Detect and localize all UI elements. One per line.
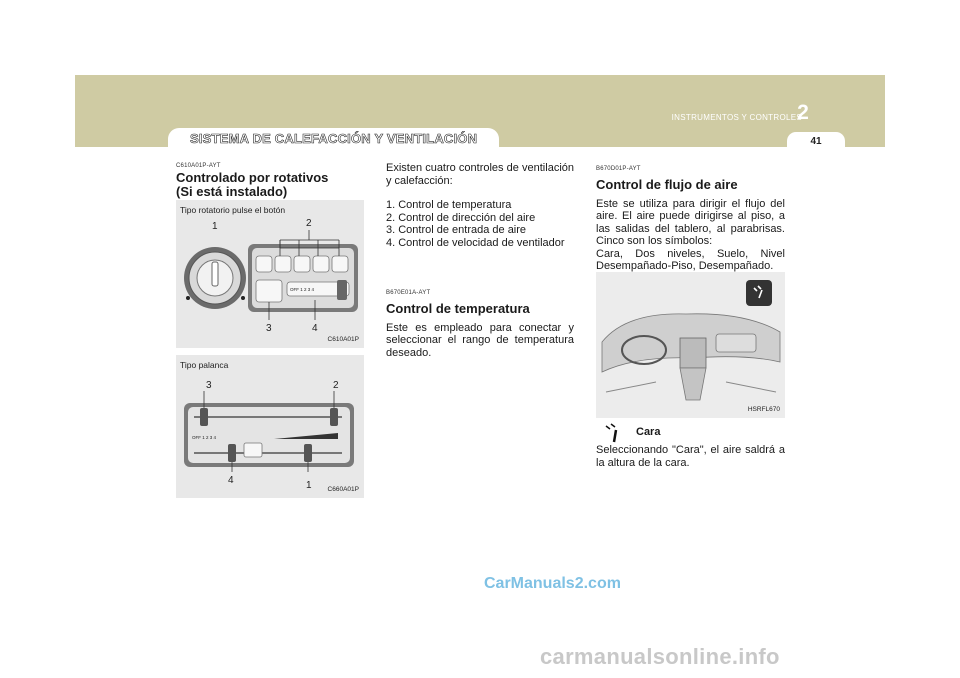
column-1: [176, 163, 366, 199]
heading-rotary-line2: (Si está instalado): [176, 184, 288, 199]
list-item: 1. Control de temperatura: [386, 199, 512, 211]
callout-2: 2: [333, 380, 339, 391]
rotary-panel-illustration: [176, 200, 364, 348]
heading-rotary-line1: Controlado por rotativos: [176, 170, 329, 185]
temperature-paragraph: Este es empleado para conectar y seleccionar el rango de temperatura deseado.: [386, 321, 574, 359]
chapter-number: 2: [797, 101, 809, 124]
section-tab: [168, 128, 499, 148]
page-tab: [787, 132, 845, 148]
fan-speed-scale: OFF 1 2 3 4: [290, 287, 315, 292]
column-3: [596, 163, 785, 273]
lever-panel-illustration: [176, 355, 364, 498]
callout-4: 4: [228, 475, 234, 486]
list-item: 2. Control de dirección del aire: [386, 211, 536, 224]
figure-rotary-controls: [176, 200, 364, 348]
callout-2: 2: [306, 218, 312, 229]
list-item: 4. Control de velocidad de ventilador: [386, 236, 565, 249]
figure-lever-controls: [176, 355, 364, 498]
figure-caption: Tipo palanca: [180, 360, 229, 370]
chapter-label: INSTRUMENTOS Y CONTROLES: [671, 113, 802, 122]
callout-3: 3: [266, 323, 272, 334]
figure-caption: Tipo rotatorio pulse el botón: [180, 205, 286, 215]
column-2: [386, 162, 574, 359]
airflow-paragraph: Este se utiliza para dirigir el flujo del aire. El aire puede dirigirse al piso, a las salidas del tablero, al parabrisas. Cinco son los símbolos:: [596, 197, 785, 247]
list-item: 3. Control de entrada de aire: [386, 224, 527, 236]
face-mode-paragraph: Seleccionando "Cara", el aire saldrá a la altura de la cara.: [596, 444, 785, 469]
mode-label-face: Cara: [636, 426, 661, 438]
figure-code: C660A01P: [327, 486, 359, 493]
figure-code: HSRFL670: [747, 406, 780, 413]
watermark-bottom: carmanualsonline.info: [540, 644, 780, 669]
section-title: SISTEMA DE CALEFACCIÓN Y VENTILACIÓN: [190, 131, 478, 146]
fan-speed-scale: OFF 1 2 3 4: [192, 435, 217, 440]
watermark-top: CarManuals2.com: [484, 575, 621, 592]
callout-3: 3: [206, 380, 212, 391]
figure-code: C610A01P: [327, 336, 359, 343]
heading-airflow: Control de flujo de aire: [596, 176, 738, 192]
dashboard-illustration: [596, 272, 785, 418]
callout-1: 1: [306, 480, 312, 491]
face-mode-badge: [746, 280, 772, 306]
callout-1: 1: [212, 221, 218, 232]
section-code: C610A01P-AYT: [176, 163, 221, 169]
page-number: 41: [810, 136, 822, 147]
section-code: B670E01A-AYT: [386, 290, 431, 296]
section-code: B670D01P-AYT: [596, 166, 641, 172]
face-vent-icon: [602, 422, 628, 444]
figure-dashboard: [596, 272, 785, 418]
intro-paragraph: Existen cuatro controles de ventilación y calefacción:: [386, 162, 574, 187]
heading-temperature: Control de temperatura: [386, 300, 530, 316]
callout-4: 4: [312, 323, 318, 334]
airflow-symbols: Cara, Dos niveles, Suelo, Nivel Desempañado-Piso, Desempañado.: [596, 247, 785, 272]
